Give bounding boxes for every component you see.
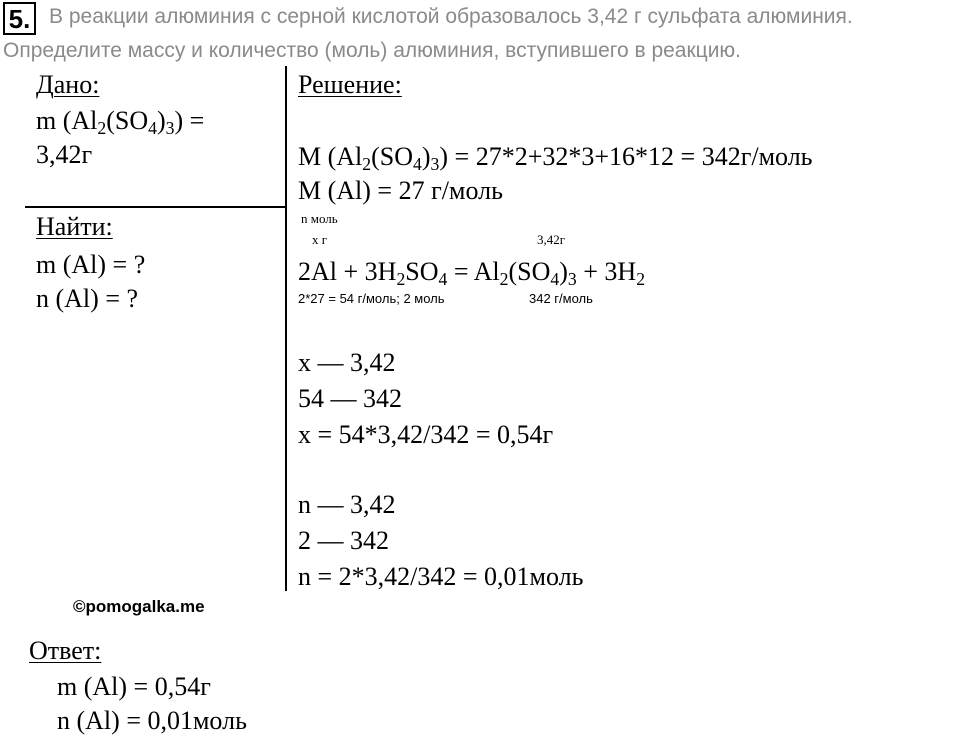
annotation-n-mol: n моль: [301, 211, 338, 226]
answer-heading: Ответ:: [29, 636, 102, 665]
horizontal-divider: [25, 206, 287, 208]
annotation-x-g: x г: [312, 232, 328, 247]
proportion-line-2: 54 — 342: [298, 384, 402, 413]
find-heading: Найти:: [36, 212, 113, 241]
answer-mass: m (Al) = 0,54г: [57, 672, 211, 701]
annotation-under-left: 2*27 = 54 г/моль; 2 моль: [298, 291, 445, 306]
molar-mass-sulfate: M $(Al_2(SO_4)_3) = 27*2+32*3+16*12$ = 342г/моль: [298, 142, 813, 174]
find-item-mass: m (Al) = ?: [36, 250, 146, 279]
proportion-line-4: n — 3,42: [298, 490, 396, 519]
task-text-line-1: В реакции алюминия с серной кислотой образовалось 3,42 г сульфата алюминия.: [49, 5, 853, 28]
given-heading: Дано:: [36, 70, 100, 99]
find-item-amount: n (Al) = ?: [36, 284, 139, 313]
reaction-equation: $2Al + 3H_2SO_4 = Al_2(SO_4)_3 + 3H_2$: [298, 257, 646, 289]
vertical-divider: [285, 66, 287, 591]
given-mass-formula: m $(Al_2(SO_4)_3)$ =: [36, 106, 205, 138]
molar-mass-aluminium: M (Al) = 27 г/моль: [298, 176, 503, 205]
proportion-line-1: x — 3,42: [298, 348, 396, 377]
annotation-under-right: 342 г/моль: [529, 291, 593, 306]
task-text-line-2: Определите массу и количество (моль) алюминия, вступившего в реакцию.: [3, 39, 742, 62]
proportion-line-6: n = 2*3,42/342 = 0,01моль: [298, 562, 584, 591]
proportion-line-3: x = 54*3,42/342 = 0,54г: [298, 420, 554, 449]
given-mass-value: 3,42г: [36, 140, 93, 169]
proportion-line-5: 2 — 342: [298, 526, 389, 555]
task-number: 5.: [3, 2, 36, 35]
annotation-mass: 3,42г: [537, 232, 566, 247]
answer-amount: n (Al) = 0,01моль: [57, 706, 247, 735]
solution-heading: Решение:: [298, 70, 402, 99]
watermark: ©pomogalka.me: [73, 597, 205, 616]
